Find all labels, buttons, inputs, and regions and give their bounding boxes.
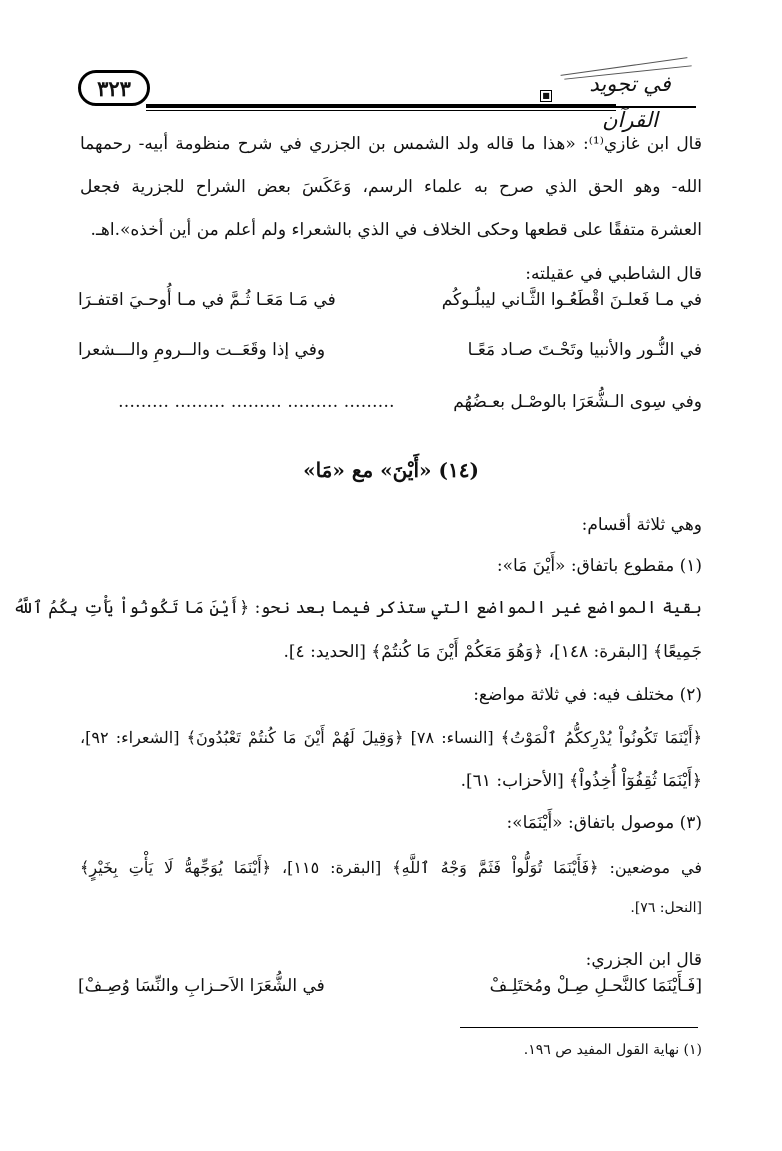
verse-hemistich-first: في النُّـور والأنبيا وتَحْـتَ صـاد مَعًـا [467, 340, 702, 360]
part1-line-2: جَمِيعًا﴾ [البقرة: ١٤٨]، ﴿وَهُوَ مَعَكُمْ أَيْنَ مَا كُنتُمْ﴾ [الحديد: ٤]. [283, 642, 702, 662]
part1-heading: (١) مقطوع باتفاق: «أَيْنَ مَا»: [496, 556, 702, 576]
header-rule [146, 104, 616, 108]
verse-hemistich-second: في الشُّعَرَا الاَحـزابِ والنِّسَا وُصِـفْ] [78, 976, 325, 996]
poem-verse-2 [78, 340, 702, 376]
part1-line-1: بقية المواضع غير المواضع التي ستذكر فيما بعد نحو: ﴿أَيْنَ مَا تَكُونُواْ يَأْتِ بِكُمُ ٱللَّهُ [13, 598, 702, 618]
part2-line-2: ﴿أَيْنَمَا ثُقِفُوٓاْ أُخِذُواْ﴾ [الأحزاب: ٦١]. [460, 771, 702, 791]
poem-verse-1 [78, 290, 702, 326]
page-header [78, 48, 708, 132]
book-icon: ■ [540, 90, 552, 102]
footnote: (١) نهاية القول المفيد ص ١٩٦. [523, 1042, 702, 1058]
shatibi-intro: قال الشاطبي في عقيلته: [525, 264, 702, 284]
part2-heading: (٢) مختلف فيه: في ثلاثة مواضع: [473, 685, 702, 705]
jazari-verse [78, 976, 702, 1012]
verse-hemistich-first: [فَـأَيْنَمَا كالنَّحـلِ صِـلْ ومُختَلِـفْ [489, 976, 702, 996]
paragraph-line-3: العشرة متفقًا على قطعها وحكى الخلاف في الذي بالشعراء ولم أعلم من أين أخذه».اهـ. [90, 220, 702, 240]
verse-ellipsis: ……… ……… ……… ……… ……… [118, 392, 395, 412]
jazari-intro: قال ابن الجزري: [585, 950, 702, 970]
page-number: ٣٢٣ [78, 70, 150, 106]
section-title: (١٤) «أَيْنَ» مع «مَا» [303, 458, 479, 482]
paragraph-line-1: قال ابن غازي⁽¹⁾: «هذا ما قاله ولد الشمس بن الجزري في شرح منظومة أبيه- رحمهما [80, 134, 702, 154]
verse-hemistich-first: وفي سِوى الـشُّعَرَا بالوصْـل بعـضُهُم [453, 392, 702, 412]
part2-line-1: ﴿أَيْنَمَا تَكُونُواْ يُدْرِككُّمُ ٱلْمَوْتُ﴾ [النساء: ٧٨] ﴿وَقِيلَ لَهُمْ أَيْنَ مَا كُنتُمْ تَعْبُدُونَ﴾ [الشعراء: ٩٢]، [80, 728, 702, 747]
verse-hemistich-second: وفي إذا وقَعَــت والــرومِ والـــشعرا [78, 340, 326, 360]
footnote-divider [460, 1027, 698, 1028]
paragraph-line-2: الله- وهو الحق الذي صرح به علماء الرسم، وَعَكَسَ بعض الشراح للجزرية فجعل [80, 177, 702, 197]
verse-hemistich-second: في مَـا مَعَـا ثُـمَّ في مـا أُوحـيَ اقتفـرَا [78, 290, 336, 310]
part3-line-2: [النحل: ٧٦]. [630, 900, 702, 916]
part3-line-1: في موضعين: ﴿فَأَيْنَمَا تُوَلُّواْ فَثَمَّ وَجْهُ ٱللَّهِ﴾ [البقرة: ١١٥]، ﴿أَيْنَمَا يُوَجِّههُّ لَا يَأْتِ بِخَيْرٍ﴾ [80, 858, 702, 877]
poem-verse-3 [78, 392, 702, 428]
verse-hemistich-first: في مـا فَعلـنَ اقْطَعُـوا الثَّـاني ليبلُـوكُم [441, 290, 702, 310]
header-rule-thin [146, 110, 616, 111]
part3-heading: (٣) موصول باتفاق: «أَيْنَمَا»: [506, 813, 702, 833]
section-intro: وهي ثلاثة أقسام: [581, 515, 702, 535]
book-title: في تجويد القرآن [589, 72, 671, 132]
